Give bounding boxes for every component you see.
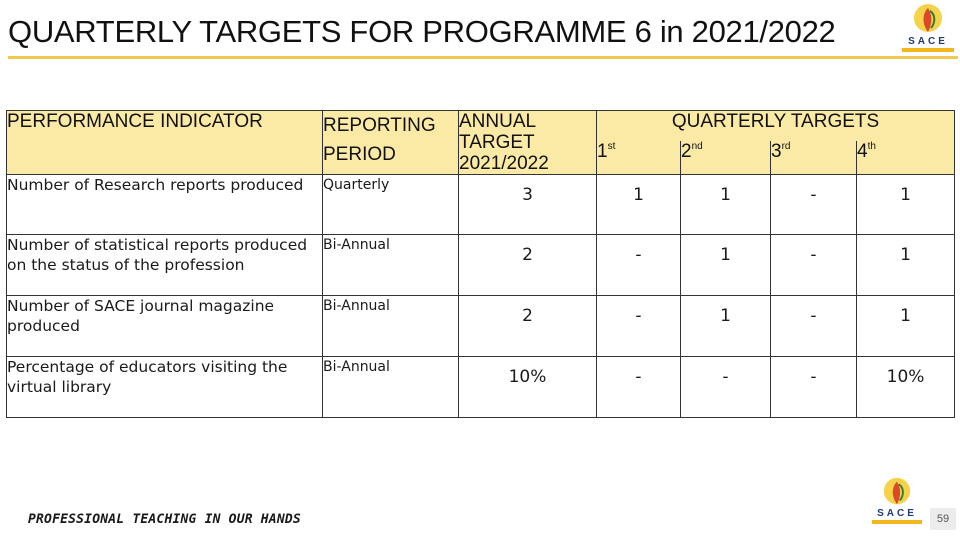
annual-cell: 3 xyxy=(459,175,597,235)
period-cell: Bi-Annual xyxy=(323,357,459,418)
table-row xyxy=(7,357,955,418)
header-q2: 2nd xyxy=(681,141,771,174)
header-performance-indicator: PERFORMANCE INDICATOR xyxy=(7,111,323,175)
header-q3: 3rd xyxy=(771,141,857,174)
q1-cell: 1 xyxy=(597,175,681,235)
page-title: QUARTERLY TARGETS FOR PROGRAMME 6 in 2021/2022 xyxy=(8,14,836,49)
header-q1: 1st xyxy=(597,141,681,174)
logo-text: SACE xyxy=(877,508,917,519)
header-annual-target: ANNUAL TARGET 2021/2022 xyxy=(459,111,597,175)
sace-logo-footer xyxy=(868,476,926,530)
q2-cell: 1 xyxy=(681,235,771,296)
header-quarterly-targets: QUARTERLY TARGETS xyxy=(597,111,955,142)
period-cell: Quarterly xyxy=(323,175,459,235)
q4-cell: 1 xyxy=(857,235,955,296)
q1-cell: - xyxy=(597,235,681,296)
annual-cell: 10% xyxy=(459,357,597,418)
indicator-cell: Percentage of educators visiting the virtual library xyxy=(7,357,323,418)
period-cell: Bi-Annual xyxy=(323,296,459,357)
footer-slogan: PROFESSIONAL TEACHING IN OUR HANDS xyxy=(28,512,301,527)
q4-cell: 1 xyxy=(857,175,955,235)
table-row xyxy=(7,175,955,235)
sace-logo xyxy=(898,2,958,58)
q4-cell: 1 xyxy=(857,296,955,357)
indicator-cell: Number of statistical reports produced on the status of the profession xyxy=(7,235,323,296)
table-row xyxy=(7,296,955,357)
header-reporting-period: REPORTING PERIOD xyxy=(323,111,459,175)
sace-logo-icon xyxy=(908,2,948,36)
table-row xyxy=(7,235,955,296)
page-number: 59 xyxy=(930,508,956,530)
sace-logo-icon xyxy=(878,476,916,508)
period-cell: Bi-Annual xyxy=(323,235,459,296)
q3-cell: - xyxy=(771,235,857,296)
logo-bar xyxy=(902,48,954,52)
annual-cell: 2 xyxy=(459,296,597,357)
q1-cell: - xyxy=(597,296,681,357)
q3-cell: - xyxy=(771,175,857,235)
logo-bar xyxy=(872,520,922,524)
q2-cell: 1 xyxy=(681,296,771,357)
q3-cell: - xyxy=(771,357,857,418)
q4-cell: 10% xyxy=(857,357,955,418)
indicator-cell: Number of SACE journal magazine produced xyxy=(7,296,323,357)
title-underline xyxy=(8,56,958,59)
q3-cell: - xyxy=(771,296,857,357)
header-q4: 4th xyxy=(857,141,955,174)
indicator-cell: Number of Research reports produced xyxy=(7,175,323,235)
annual-cell: 2 xyxy=(459,235,597,296)
quarterly-targets-table xyxy=(6,110,955,418)
q2-cell: 1 xyxy=(681,175,771,235)
q2-cell: - xyxy=(681,357,771,418)
q1-cell: - xyxy=(597,357,681,418)
logo-text: SACE xyxy=(908,36,948,47)
